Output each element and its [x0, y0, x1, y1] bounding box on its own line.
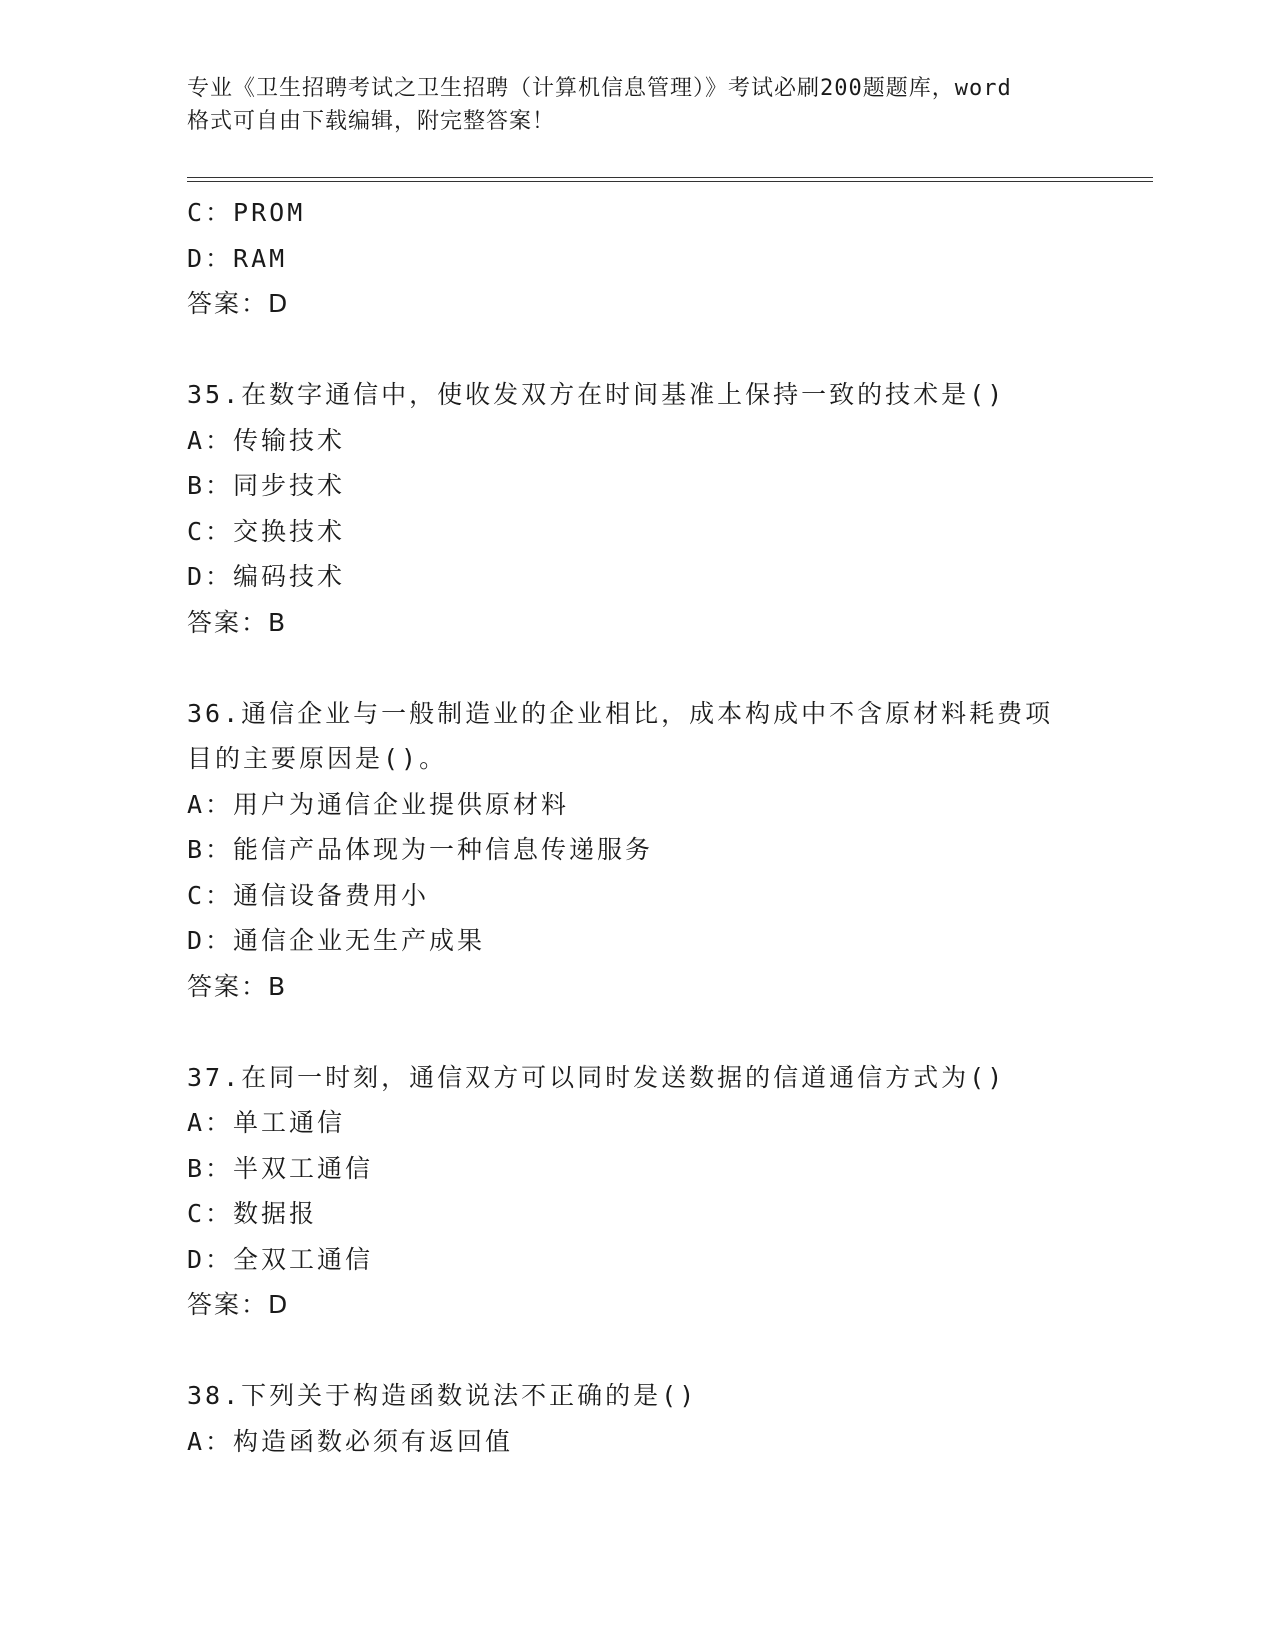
option-d: D：RAM: [187, 243, 288, 273]
question-37-stem: 37.在同一时刻，通信双方可以同时发送数据的信道通信方式为(): [187, 1062, 1006, 1092]
option-a: A：传输技术: [187, 425, 346, 455]
document-header: [187, 72, 1087, 138]
question-36-block: [187, 691, 1087, 1010]
header-line-1: 专业《卫生招聘考试之卫生招聘（计算机信息管理）》考试必刷200题题库，word: [187, 76, 1012, 101]
question-spacer: [187, 1328, 1087, 1374]
option-a: A：构造函数必须有返回值: [187, 1426, 514, 1456]
option-a: A：用户为通信企业提供原材料: [187, 789, 570, 819]
question-list: [187, 190, 1087, 1464]
question-35-stem: 35.在数字通信中，使收发双方在时间基准上保持一致的技术是(): [187, 380, 1006, 409]
option-b: B：同步技术: [187, 471, 346, 500]
option-c: C：通信设备费用小: [187, 880, 430, 910]
option-c: C：交换技术: [187, 516, 346, 546]
option-c: C：数据报: [187, 1199, 318, 1228]
question-36-stem-line-1: 36.通信企业与一般制造业的企业相比，成本构成中不含原材料耗费项: [187, 698, 1054, 728]
question-37-block: [187, 1055, 1087, 1328]
option-b: B：半双工通信: [187, 1153, 374, 1183]
option-d: D：全双工通信: [187, 1244, 374, 1274]
question-spacer: [187, 327, 1087, 373]
option-a: A：单工通信: [187, 1108, 346, 1137]
header-line-2: 格式可自由下载编辑，附完整答案！: [187, 109, 556, 134]
answer-line: 答案：B: [187, 971, 288, 1001]
question-35-block: [187, 372, 1087, 645]
question-spacer: [187, 645, 1087, 691]
answer-line: 答案：D: [187, 289, 290, 318]
option-b: B：能信产品体现为一种信息传递服务: [187, 835, 654, 864]
question-spacer: [187, 1009, 1087, 1055]
option-d: D：通信企业无生产成果: [187, 926, 486, 955]
answer-line: 答案：B: [187, 607, 288, 637]
option-d: D：编码技术: [187, 562, 346, 591]
option-c: C：PROM: [187, 198, 306, 227]
previous-question-block: [187, 190, 1087, 327]
header-divider-bottom: [187, 181, 1153, 182]
answer-line: 答案：D: [187, 1290, 290, 1319]
question-38-stem: 38.下列关于构造函数说法不正确的是(): [187, 1381, 698, 1410]
question-38-block: [187, 1373, 1087, 1464]
question-36-stem-line-2: 目的主要原因是()。: [187, 744, 448, 773]
header-divider-top: [187, 177, 1153, 178]
